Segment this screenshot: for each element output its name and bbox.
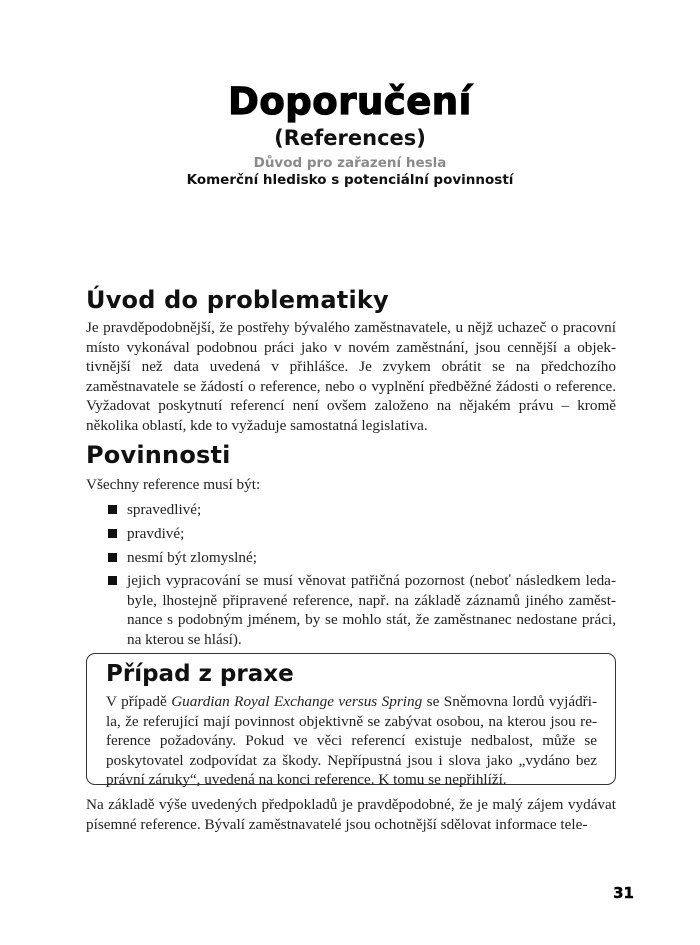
duties-lead-text: Všechny reference musí být:: [86, 476, 261, 493]
case-study-heading: Případ z praxe: [106, 661, 294, 687]
list-item-text: spravedlivé;: [127, 501, 202, 518]
closing-paragraph: Na základě výše uvedených předpokladů je pravděpodobné, že je malý zájem vydávat písemné reference. Bývalí zaměstnavatelé jsou ochotnější sdělovat informace tele-: [86, 796, 616, 833]
list-item-text: pravdivé;: [127, 524, 185, 542]
intro-paragraph: Je pravděpodobnější, že postřehy bývalého zaměstnavatele, u nějž uchazeč o pracovní místo vykonával podobnou práci jako v novém zaměstnání, jsou cennější a objektivnější než data uvedená v přihlášce. Je zvykem obrátit se na předchozího zaměstnavatele se žádostí o reference, nebo o vyplnění předběžné žádosti o reference. Vyžadovat poskytnutí referencí není ovšem založeno na nějakém právu – kromě několika oblastí, kde to vyžaduje samostatná legislativa.: [86, 319, 616, 434]
title-block: [0, 80, 700, 189]
square-bullet-icon: [108, 505, 117, 514]
inclusion-reason-label: Důvod pro zařazení hesla: [253, 155, 447, 171]
page-subtitle: (References): [274, 126, 426, 150]
list-item: [86, 500, 616, 520]
section-heading-intro: Úvod do problematiky: [86, 286, 389, 314]
case-study-text: [106, 692, 597, 790]
duties-list: [86, 500, 616, 654]
page-number: 31: [613, 884, 634, 902]
case-study-box: [86, 653, 616, 788]
case-name: Guardian Royal Exchange versus Spring: [171, 693, 423, 710]
page-title: Doporučení: [228, 80, 472, 123]
list-item: [86, 524, 616, 544]
inclusion-reason-value: Komerční hledisko s potenciální povinností: [186, 172, 514, 188]
square-bullet-icon: [108, 576, 117, 585]
list-item: [86, 571, 616, 649]
list-item: [86, 548, 616, 568]
case-text-after: se Sněmovna lordů vyjádřila, že referující mají povinnost objektivně se zabývat osobou, na kterou jsou reference požadovány. Pokud ve věci referencí existuje nedbalost, může se poskytovatel zodpovídat za škody. Nepřípustná jsou i slova jako „vydáno bez právní záruky“, uvedená na konci reference. K tomu se nepřihlíží.: [106, 693, 597, 788]
case-text-before: V případě: [106, 693, 172, 710]
square-bullet-icon: [108, 529, 117, 538]
square-bullet-icon: [108, 553, 117, 562]
section-heading-duties: Povinnosti: [86, 441, 231, 469]
list-item-text: nesmí být zlomyslné;: [127, 548, 257, 566]
list-item-text: jejich vypracování se musí věnovat patřičná pozornost (neboť následkem ledabyle, lhostejně připravené reference, např. na základě záznamů jiného zaměstnance s podobným jménem, by se mohlo stát, že zaměstnanec nedostane práci, na kterou se hlásí).: [127, 572, 616, 648]
